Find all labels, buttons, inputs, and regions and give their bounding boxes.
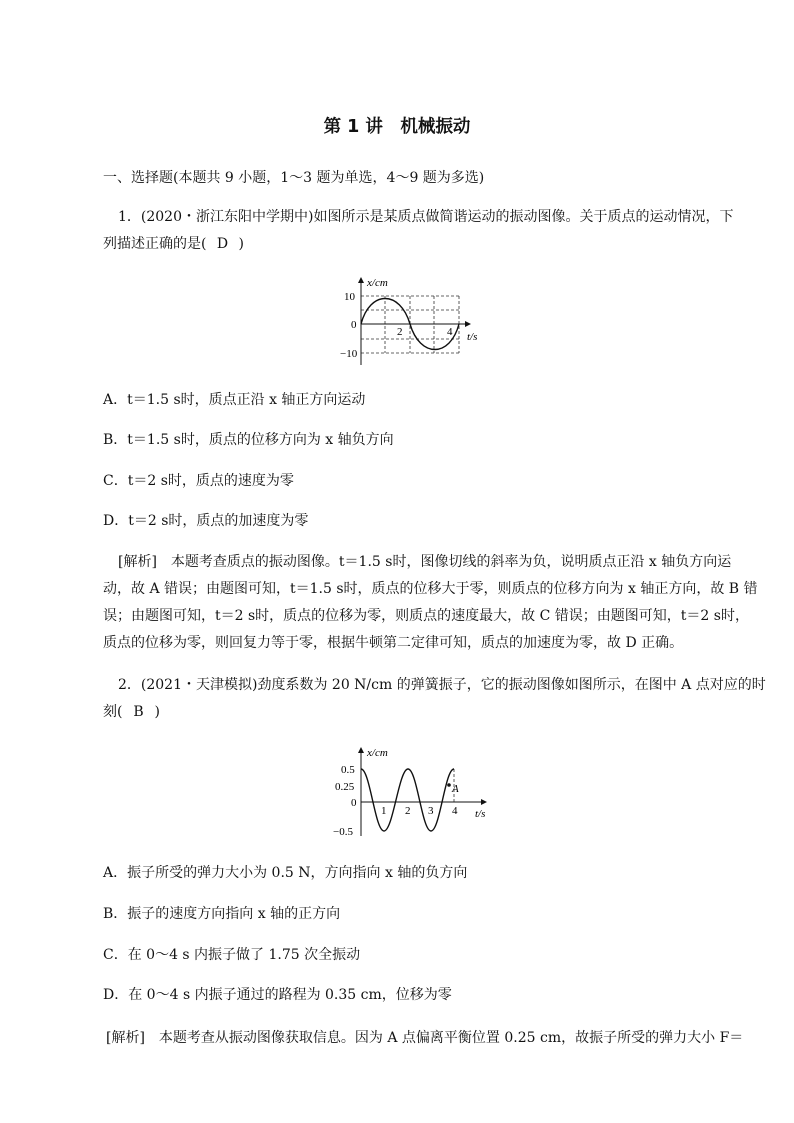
q2-ytick-zero: 0 [351, 797, 357, 809]
q1-answer: D [216, 236, 229, 252]
q2-ytick-bottom: −0.5 [333, 826, 353, 838]
q2-graph [330, 740, 500, 840]
q2-grid-lines [361, 769, 454, 802]
q2-analysis-line1: [解析] 本题考查从振动图像获取信息。因为 A 点偏离平衡位置 0.25 cm，故振子所受的弹力大小 F＝ [106, 1030, 744, 1046]
q1-stem-line2 [103, 234, 244, 254]
q2-stem-suffix: ) [154, 704, 160, 720]
q1-option-d: D．t＝2 s时，质点的加速度为零 [103, 513, 309, 529]
q1-stem-suffix: ) [238, 236, 244, 252]
q2-stem-line1: 2．(2021・天津模拟)劲度系数为 20 N/cm 的弹簧振子，它的振动图像如图所示，在图中 A 点对应的时 [118, 677, 766, 693]
q2-x-label: t/s [475, 808, 486, 820]
q2-xtick-2: 2 [405, 805, 411, 817]
q2-cosine-curve [361, 769, 454, 831]
q1-y-label: x/cm [367, 277, 388, 289]
q1-analysis-line1: [解析] 本题考查质点的振动图像。t＝1.5 s时，图像切线的斜率为负，说明质点正沿 x 轴负方向运 [118, 554, 732, 570]
q2-y-label: x/cm [367, 747, 388, 759]
q1-stem-prefix: 列描述正确的是( [103, 236, 207, 252]
q1-ytick-top: 10 [344, 291, 355, 303]
q2-option-d: D．在 0～4 s 内振子通过的路程为 0.35 cm，位移为零 [103, 987, 452, 1003]
q1-xtick-4: 4 [447, 326, 453, 338]
page-title: 第 1 讲 机械振动 [323, 117, 471, 137]
q2-xtick-1: 1 [381, 805, 387, 817]
q2-option-b: B．振子的速度方向指向 x 轴的正方向 [103, 906, 341, 922]
q2-stem-prefix: 刻( [103, 704, 123, 720]
q2-point-a-label: A [452, 783, 459, 795]
q1-ytick-bottom: −10 [340, 348, 358, 360]
q2-point-a-marker [447, 783, 451, 787]
q1-ytick-zero: 0 [351, 319, 357, 331]
q1-x-label: t/s [467, 331, 478, 343]
q2-ytick-mid: 0.25 [335, 781, 355, 793]
section-heading: 一、选择题(本题共 9 小题，1～3 题为单选，4～9 题为多选) [103, 170, 485, 186]
q1-xtick-2: 2 [397, 326, 403, 338]
q2-ytick-top: 0.5 [341, 764, 355, 776]
q2-stem-line2 [103, 702, 160, 722]
q1-analysis-line3: 误；由题图可知，t＝2 s时，质点的位移为零，则质点的速度最大，故 C 错误；由题图可知，t＝2 s时， [103, 608, 749, 624]
q1-option-b: B．t＝1.5 s时，质点的位移方向为 x 轴负方向 [103, 432, 394, 448]
q1-option-c: C．t＝2 s时，质点的速度为零 [103, 473, 294, 489]
q1-option-a: A．t＝1.5 s时，质点正沿 x 轴正方向运动 [103, 392, 366, 408]
q2-answer: B [133, 704, 144, 720]
q1-analysis-line2: 动，故 A 错误；由题图可知，t＝1.5 s时，质点的位移大于零，则质点的位移方向为 x 轴正方向，故 B 错 [103, 581, 758, 597]
q1-graph [330, 270, 500, 370]
q2-option-a: A．振子所受的弹力大小为 0.5 N，方向指向 x 轴的负方向 [103, 865, 468, 881]
q2-xtick-3: 3 [428, 805, 434, 817]
q2-option-c: C．在 0～4 s 内振子做了 1.75 次全振动 [103, 947, 361, 963]
q1-analysis-line4: 质点的位移为零，则回复力等于零，根据牛顿第二定律可知，质点的加速度为零，故 D 正确。 [103, 635, 684, 651]
q1-stem-line1: 1．(2020・浙江东阳中学期中)如图所示是某质点做简谐运动的振动图像。关于质点的运动情况，下 [118, 209, 734, 225]
q2-xtick-4: 4 [452, 805, 458, 817]
